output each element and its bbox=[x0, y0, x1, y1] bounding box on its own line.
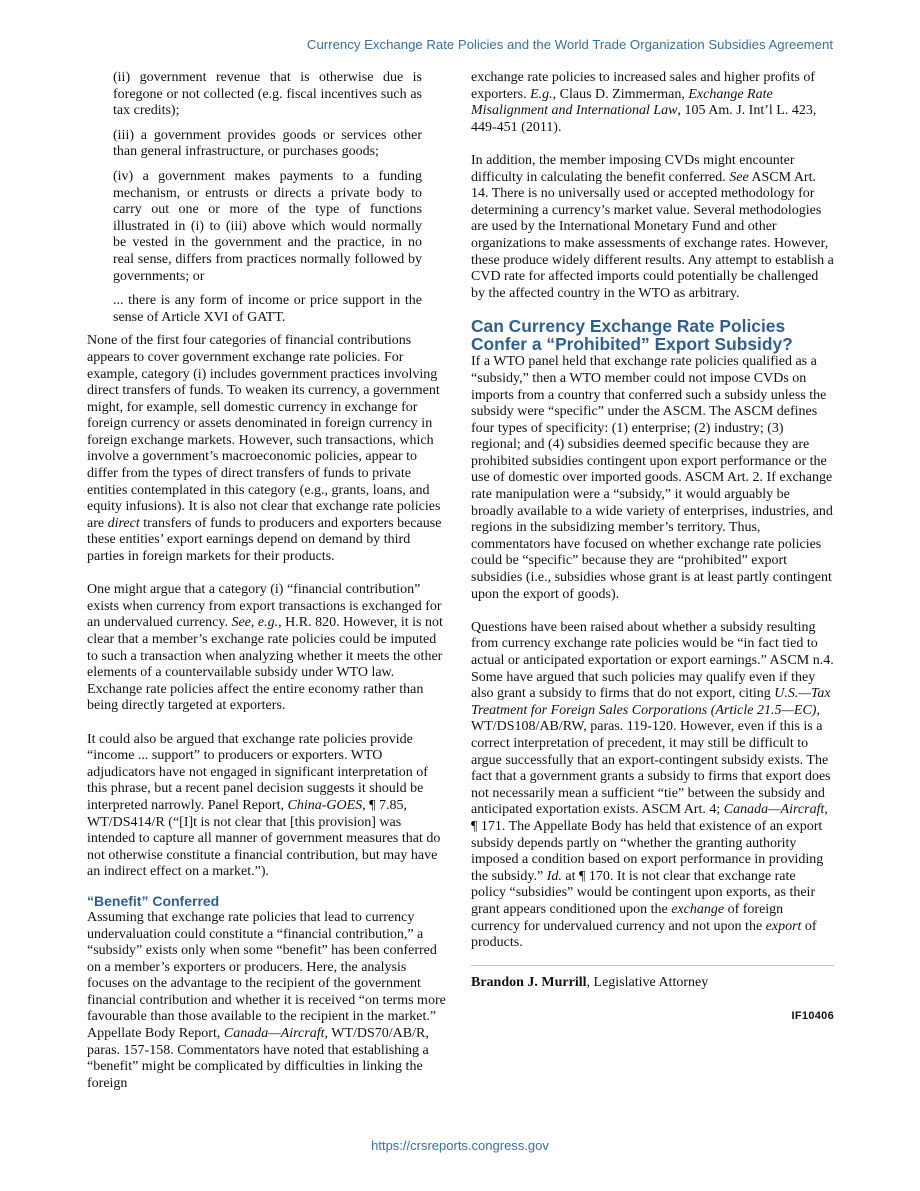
quote-item-v: ... there is any form of income or price support in the sense of Article XVI of GATT. bbox=[113, 293, 422, 325]
emphasis-text: direct bbox=[107, 515, 140, 531]
right-column bbox=[471, 70, 834, 1024]
text-run: of products. bbox=[471, 918, 817, 951]
text-run: , WT/DS108/AB/RW, paras. 119-120. However, even if this is a correct interpretation of precedent, it may still be difficult to argue successfully that an export-contingent subsidy exists. The fact that a government grants a subsidy to firms that export does not necessarily mean a sufficient “tie” between the subsidy and anticipated exportation exists. ASCM Art. 4; bbox=[471, 702, 831, 818]
citation-signal: E.g. bbox=[530, 86, 553, 102]
text-run: , H.R. 820. However, it is not clear that a member’s exchange rate policies could be imputed to such a transaction when analyzing whether it meets the other elements of a countervailable subsidy under WTO law. Exchange rate policies affect the entire economy rather than being directly targeted at exporters. bbox=[87, 615, 443, 714]
block-quote bbox=[113, 70, 422, 326]
paragraph-category-i bbox=[87, 582, 448, 715]
text-run: of foreign currency for undervalued currency and not upon the bbox=[471, 901, 784, 934]
author-line bbox=[471, 975, 834, 992]
emphasis-text: exchange bbox=[671, 901, 725, 917]
paragraph-exchange-policies-profits bbox=[471, 70, 834, 136]
text-run: ASCM Art. 14. There is no universally used or accepted methodology for determining a currency’s market value. Several methodologies are used by the International Monetary Fund and other organizations to make assessments of exchange rates. However, these produce widely different results. Any attempt to establish a CVD rate for affected imports could potentially be challenged by the affected country in the WTO as arbitrary. bbox=[471, 169, 834, 301]
case-name: Canada—Aircraft bbox=[223, 1026, 325, 1042]
author-title: , Legislative Attorney bbox=[586, 974, 709, 990]
left-column bbox=[87, 70, 448, 1092]
quote-item-iv: (iv) a government makes payments to a funding mechanism, or entrusts or directs a private body to carry out one or more of the type of functions illustrated in (i) to (iii) above which would normally be vested in the government and the practice, in no real sense, differs from practices normally followed by governments; or bbox=[113, 168, 422, 284]
article-title: Exchange Rate Misalignment and International Law bbox=[471, 86, 773, 119]
author-divider bbox=[471, 965, 834, 966]
text-run: exchange rate policies to increased sales and higher profits of exporters. bbox=[471, 70, 816, 102]
text-run: , 105 Am. J. Int’l L. 423, 449-451 (2011). bbox=[471, 103, 817, 135]
citation-signal: Id. bbox=[546, 868, 562, 884]
paragraph-benefit bbox=[87, 910, 448, 1093]
case-name: U.S.—Tax Treatment for Foreign Sales Corporations (Article 21.5—EC) bbox=[471, 686, 831, 718]
author-name: Brandon J. Murrill bbox=[471, 974, 587, 990]
footer bbox=[0, 1138, 920, 1153]
quote-item-iii: (iii) a government provides goods or services other than general infrastructure, or purchases goods; bbox=[113, 127, 422, 160]
text-run: transfers of funds to producers and exporters because these entities’ export earnings depend on demand by third parties in foreign markets for their products. bbox=[87, 515, 442, 565]
text-run: Questions have been raised about whether a subsidy resulting from currency exchange rate policies would be “in fact tied to actual or anticipated exportation or export earnings.” ASCM n.4. Some have argued that such policies may qualify even if they also grant a subsidy to firms that do not export, citing bbox=[471, 619, 834, 702]
text-run: One might argue that a category (i) “financial contribution” exists when currency from export transactions is exchanged for an undervalued currency. bbox=[87, 582, 442, 631]
text-run: , ¶ 7.85, WT/DS414/R (“[I]t is not clear that [this provision] was intended to capture all manner of government measures that do not otherwise constitute a financial contribution, but may have an indirect effect on a market.”). bbox=[87, 797, 441, 880]
emphasis-text: export bbox=[765, 918, 802, 934]
text-run: , WT/DS70/AB/R, paras. 157-158. Commentators have noted that establishing a “benefit” might be complicated by difficulties in linking the foreign bbox=[87, 1026, 429, 1091]
report-id: IF10406 bbox=[791, 1009, 834, 1022]
text-run: It could also be argued that exchange rate policies provide “income ... support” to producers or exporters. WTO adjudicators have not engaged in significant interpretation of this phrase, but a recent panel decision suggests it should be interpreted narrowly. Panel Report, bbox=[87, 731, 428, 813]
citation-signal: See, e.g. bbox=[231, 615, 279, 631]
paragraph-specificity: If a WTO panel held that exchange rate policies qualified as a “subsidy,” then a WTO member could not impose CVDs on imports from a country that conferred such a subsidy unless the subsidy were “specific” under the ASCM. The ASCM defines four types of specificity: (1) enterprise; (2) industry; (3) regional; and (4) subsidies deemed specific because they are prohibited subsidies contingent upon export performance or the use of domestic over imported goods. ASCM Art. 2. If exchange rate manipulation were a “subsidy,” it would arguably be broadly available to a wide variety of enterprises, industries, and regions in the subsidizing member’s territory. Thus, commentators have focused on whether exchange rate policies could be “specific” because they are “prohibited” export subsidies (i.e., subsidies whose grant is at least partly contingent upon the export of goods). bbox=[471, 354, 833, 602]
quote-item-ii: (ii) government revenue that is otherwise due is foregone or not collected (e.g. fiscal incentives such as tax credits); bbox=[113, 70, 422, 119]
text-run: Assuming that exchange rate policies that lead to currency undervaluation could constitute a “financial contribution,” a “subsidy” exists only when some “benefit” has been conferred on a member’s exporters or producers. Here, the analysis focuses on the advantage to the recipient of the government financial contribution and whether it is received “on terms more favourable than those available to the recipient in the market.” Appellate Body Report, bbox=[87, 909, 446, 1042]
text-run: , ¶ 171. The Appellate Body has held that existence of an export subsidy depends partly on “whether the granting authority imposed a condition based on export performance in providing the subsidy.” bbox=[471, 802, 828, 884]
paragraph-income-support bbox=[87, 732, 448, 881]
paragraph-export-contingency bbox=[471, 620, 834, 952]
paragraph-financial-contributions bbox=[87, 333, 448, 565]
section-heading-prohibited-subsidy: Can Currency Exchange Rate Policies Confer a “Prohibited” Export Subsidy? bbox=[471, 316, 793, 354]
paragraph-calculating-benefit bbox=[471, 153, 834, 302]
footer-url-link[interactable]: https://crsreports.congress.gov bbox=[371, 1138, 549, 1153]
running-header-title: Currency Exchange Rate Policies and the World Trade Organization Subsidies Agreement bbox=[306, 37, 833, 52]
text-run: , Claus D. Zimmerman, bbox=[552, 86, 689, 102]
case-name: China-GOES bbox=[287, 797, 363, 813]
text-run: None of the first four categories of financial contributions appears to cover government exchange rate policies. For example, category (i) includes government practices involving direct transfers of funds. To weaken its currency, a government might, for example, sell domestic currency in exchange for foreign currency or assets denominated in foreign currency in foreign exchange markets. However, such transactions, which involve a government’s macroeconomic policies, appear to differ from the types of direct transfers of funds to private entities contemplated in this category (e.g., grants, loans, and equity infusions). It is also not clear that exchange rate policies are bbox=[87, 333, 441, 531]
text-run: at ¶ 170. It is not clear that exchange rate policy “subsidies” would be contingent upon exports, as their grant appears conditioned upon the bbox=[471, 868, 816, 917]
text-run: In addition, the member imposing CVDs might encounter difficulty in calculating the benefit conferred. bbox=[471, 152, 795, 185]
section-heading-benefit: “Benefit” Conferred bbox=[87, 892, 220, 909]
case-name: Canada—Aircraft bbox=[723, 802, 825, 818]
citation-signal: See bbox=[729, 169, 749, 185]
